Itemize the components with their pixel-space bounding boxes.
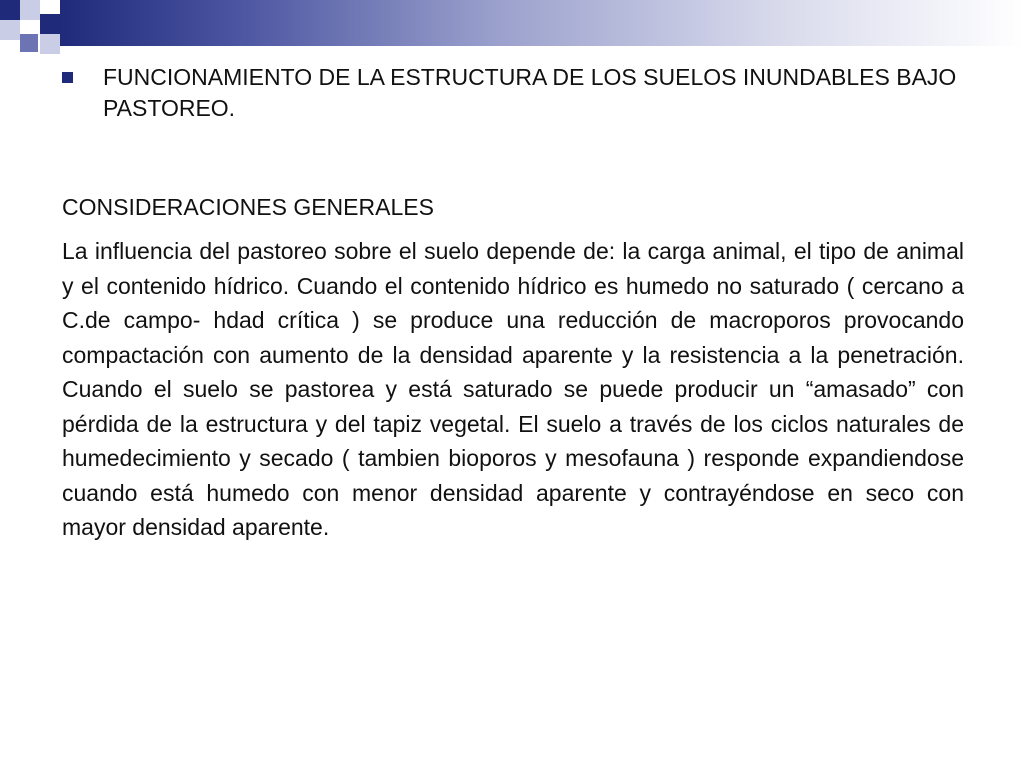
- header-gradient-bar: [60, 0, 1024, 46]
- decor-square-4: [0, 20, 20, 40]
- decor-square-3: [40, 14, 60, 34]
- decor-square-2: [20, 0, 40, 20]
- decor-square-6: [20, 34, 38, 52]
- section-heading: CONSIDERACIONES GENERALES: [62, 194, 434, 220]
- slide-title: FUNCIONAMIENTO DE LA ESTRUCTURA DE LOS SUELOS INUNDABLES BAJO PASTOREO.: [103, 64, 957, 121]
- square-bullet-icon: [62, 72, 73, 83]
- decor-square-1: [0, 0, 20, 20]
- decor-square-7: [40, 34, 60, 54]
- body-paragraph: La influencia del pastoreo sobre el suelo depende de: la carga animal, el tipo de animal y el contenido hídrico. Cuando el contenido hídrico es humedo no saturado ( cercano a C.de campo- hdad crítica ) se produce una reducción de macroporos provocando compactación con aumento de la densidad aparente y la resistencia a la penetración. Cuando el suelo se pastorea y está saturado se puede producir un “amasado” con pérdida de la estructura y del tapiz vegetal. El suelo a través de los ciclos naturales de humedecimiento y secado ( tambien bioporos y mesofauna ) responde expandiendose cuando está humedo con menor densidad aparente y contrayéndose en seco con mayor densidad aparente.: [62, 238, 964, 540]
